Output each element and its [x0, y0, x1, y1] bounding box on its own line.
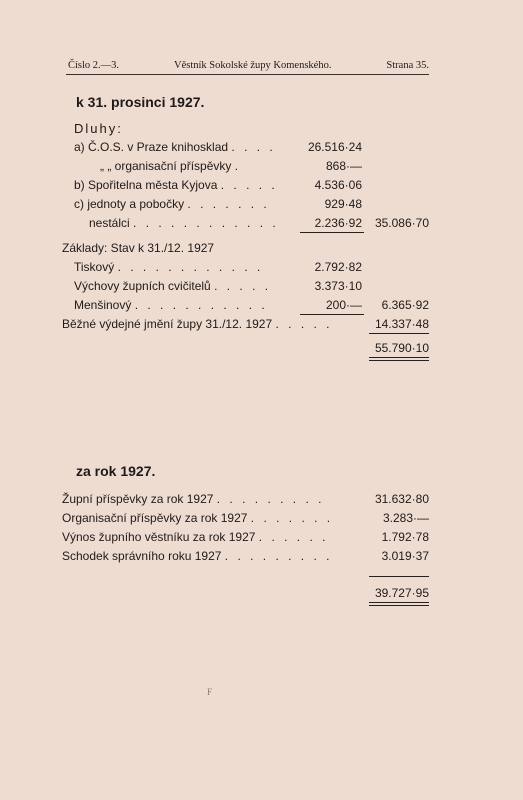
- debts-label: Dluhy:: [74, 121, 123, 136]
- debt-amount: 868·—: [325, 159, 362, 173]
- fund-amount: 3.373·10: [314, 279, 362, 293]
- journal-title: Věstník Sokolské župy Komenského.: [173, 60, 332, 71]
- year-amount: 3.283·—: [382, 511, 429, 525]
- year-row: Schodek správního roku 1927 . . . . . . . . .: [62, 549, 333, 563]
- double-rule-top: [369, 357, 429, 358]
- fund-amount: 2.792·82: [314, 260, 362, 274]
- page-number: Strana 35.: [386, 60, 429, 71]
- grand-total: 55.790·10: [374, 341, 429, 355]
- debt-row: c) jednoty a pobočky . . . . . . .: [74, 197, 270, 211]
- year-amount: 3.019·37: [381, 549, 429, 563]
- year-total: 39.727·95: [374, 586, 429, 600]
- subtotal-rule: [300, 314, 364, 315]
- header-rule: [66, 74, 429, 75]
- year-heading: za rok 1927.: [76, 463, 156, 479]
- debt-amount: 4.536·06: [314, 178, 362, 192]
- fund-row: Výchovy župních cvičitelů . . . . .: [74, 279, 272, 293]
- year-row: Župní příspěvky za rok 1927 . . . . . . . . .: [62, 492, 325, 506]
- debt-amount: 929·48: [324, 197, 362, 211]
- debt-amount: 2.236·92: [314, 216, 362, 230]
- fund-row: Menšinový . . . . . . . . . . .: [74, 298, 268, 312]
- debts-total: 35.086·70: [374, 216, 429, 230]
- double-rule-bottom: [369, 360, 429, 361]
- subtotal-rule: [300, 232, 364, 233]
- total-rule: [369, 333, 429, 334]
- funds-label: Základy: Stav k 31./12. 1927: [62, 241, 215, 255]
- reserve-row: Běžné výdejné jmění župy 31./12. 1927 . . . . .: [62, 317, 333, 331]
- debt-row: a) Č.O.S. v Praze knihosklad . . . .: [74, 140, 276, 154]
- fund-amount: 200·—: [325, 298, 362, 312]
- issue-number: Číslo 2.—3.: [68, 60, 120, 71]
- debt-row: „ „ organisační příspěvky .: [100, 159, 242, 173]
- total-rule: [369, 576, 429, 577]
- year-amount: 31.632·80: [374, 492, 429, 506]
- year-row: Organisační příspěvky za rok 1927 . . . . . . .: [62, 511, 334, 525]
- reserve-total: 14.337·48: [374, 317, 429, 331]
- debt-row: b) Spořitelna města Kyjova . . . . .: [74, 178, 278, 192]
- debt-amount: 26.516·24: [307, 140, 362, 154]
- debt-row: nestálci . . . . . . . . . . . .: [89, 216, 279, 230]
- funds-total: 6.365·92: [381, 298, 429, 312]
- year-row: Výnos župního věstníku za rok 1927 . . . . . .: [62, 530, 329, 544]
- fund-row: Tiskový . . . . . . . . . . . .: [74, 260, 264, 274]
- printer-mark: F: [207, 687, 213, 697]
- running-header: [68, 60, 429, 71]
- double-rule-bottom: [369, 605, 429, 606]
- balance-heading: k 31. prosinci 1927.: [76, 94, 205, 110]
- double-rule-top: [369, 602, 429, 603]
- year-amount: 1.792·78: [381, 530, 429, 544]
